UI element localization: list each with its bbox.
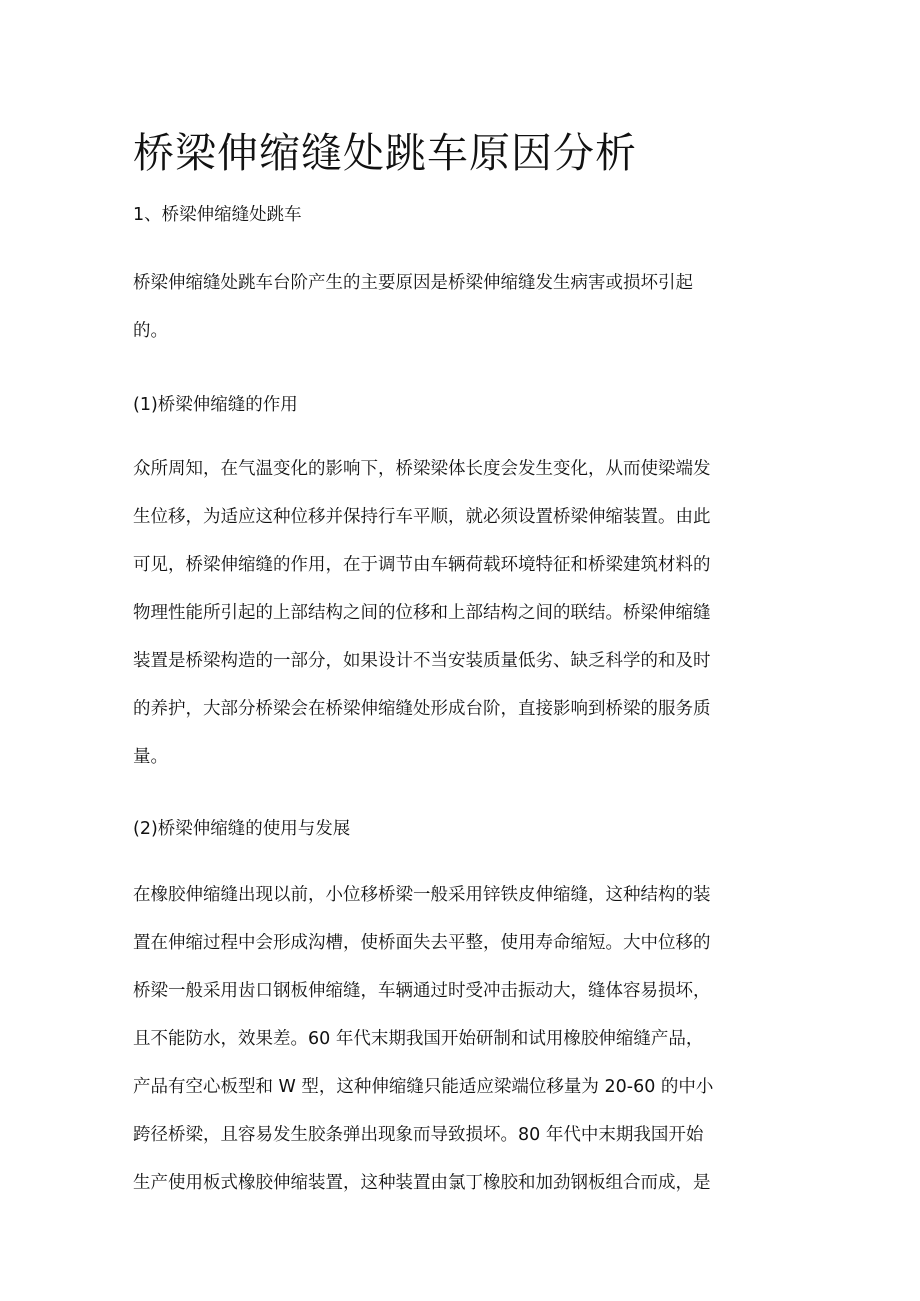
section-heading-3: (2)桥梁伸缩缝的使用与发展 [133, 819, 351, 839]
paragraph-line: 可见，桥梁伸缩缝的作用，在于调节由车辆荷载环境特征和桥梁建筑材料的 [133, 555, 711, 575]
paragraph-line: 跨径桥梁，且容易发生胶条弹出现象而导致损坏。80 年代中末期我国开始 [133, 1125, 704, 1145]
paragraph-line: 物理性能所引起的上部结构之间的位移和上部结构之间的联结。桥梁伸缩缝 [133, 603, 711, 623]
document-title: 桥梁伸缩缝处跳车原因分析 [133, 129, 637, 177]
paragraph-line: 在橡胶伸缩缝出现以前，小位移桥梁一般采用锌铁皮伸缩缝，这种结构的装 [133, 885, 711, 905]
paragraph-line: 置在伸缩过程中会形成沟槽，使桥面失去平整，使用寿命缩短。大中位移的 [133, 933, 711, 953]
paragraph-line: 的。 [133, 321, 168, 341]
paragraph-line: 量。 [133, 747, 168, 767]
section-heading-1: 1、桥梁伸缩缝处跳车 [133, 205, 302, 225]
paragraph-line: 产品有空心板型和 W 型，这种伸缩缝只能适应梁端位移量为 20-60 的中小 [133, 1077, 714, 1097]
paragraph-line: 且不能防水，效果差。60 年代末期我国开始研制和试用橡胶伸缩缝产品， [133, 1029, 704, 1049]
paragraph-line: 桥梁一般采用齿口钢板伸缩缝，车辆通过时受冲击振动大，缝体容易损坏， [133, 981, 711, 1001]
paragraph-2 [133, 445, 795, 781]
paragraph-line: 生位移，为适应这种位移并保持行车平顺，就必须设置桥梁伸缩装置。由此 [133, 507, 711, 527]
paragraph-line: 桥梁伸缩缝处跳车台阶产生的主要原因是桥梁伸缩缝发生病害或损坏引起 [133, 273, 693, 293]
section-heading-2: (1)桥梁伸缩缝的作用 [133, 395, 298, 415]
paragraph-3 [133, 871, 795, 1207]
paragraph-line: 生产使用板式橡胶伸缩装置，这种装置由氯丁橡胶和加劲钢板组合而成，是 [133, 1173, 711, 1193]
paragraph-1 [133, 259, 795, 355]
paragraph-line: 众所周知，在气温变化的影响下，桥梁梁体长度会发生变化，从而使梁端发 [133, 459, 711, 479]
paragraph-line: 的养护，大部分桥梁会在桥梁伸缩缝处形成台阶，直接影响到桥梁的服务质 [133, 699, 711, 719]
paragraph-line: 装置是桥梁构造的一部分，如果设计不当安装质量低劣、缺乏科学的和及时 [133, 651, 711, 671]
